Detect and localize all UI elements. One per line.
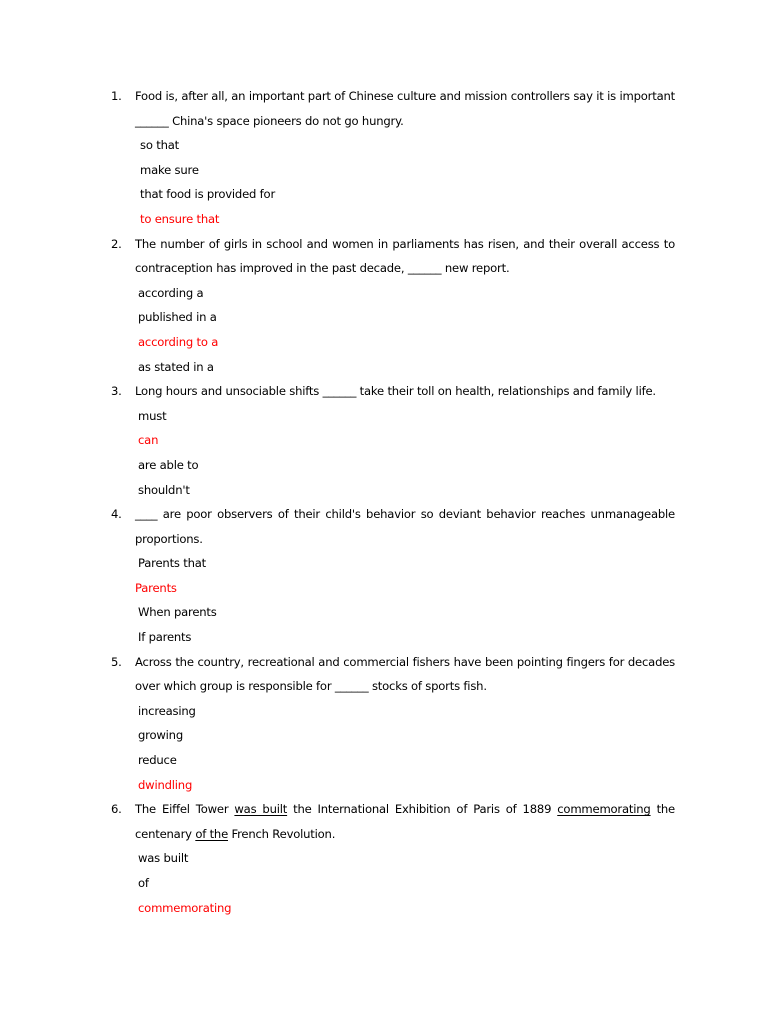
answer-option-correct: dwindling (138, 777, 193, 792)
question-text: ____ are poor observers of their child's behavior so deviant behavior reaches unmanageable proportions. (135, 507, 675, 546)
question-5 (0, 650, 768, 798)
answer-option-correct: can (138, 433, 159, 448)
question-number: 2. (111, 236, 122, 251)
answer-option: growing (138, 728, 183, 743)
answer-options (0, 404, 768, 502)
answer-option: was built (138, 851, 189, 866)
answer-option: so that (140, 138, 179, 153)
question-6 (0, 797, 768, 920)
answer-option: When parents (138, 605, 217, 620)
answer-option: are able to (138, 457, 199, 472)
answer-option: according a (138, 285, 204, 300)
question-text (135, 797, 675, 846)
answer-option: of (138, 876, 149, 890)
question-number: 1. (111, 89, 122, 103)
answer-option: increasing (138, 703, 196, 718)
answer-option: Parents that (138, 556, 206, 571)
question-text-part: the International Exhibition of Paris of 1889 (287, 802, 558, 817)
question-text: The number of girls in school and women in parliaments has risen, and their overall access to contraception has improved in the past decade, ______ new report. (135, 236, 675, 276)
question-number: 5. (111, 654, 122, 669)
answer-options (0, 846, 768, 920)
answer-option-correct: to ensure that (140, 211, 220, 226)
answer-options (0, 551, 768, 649)
question-number: 4. (111, 507, 122, 522)
question-1 (0, 84, 768, 232)
answer-option: published in a (138, 310, 217, 325)
answer-option: must (138, 408, 167, 423)
answer-option: as stated in a (138, 359, 214, 374)
answer-options (0, 699, 768, 797)
answer-option: reduce (138, 753, 177, 768)
question-text: Food is, after all, an important part of Chinese culture and mission controllers say it is important ______ China's space pioneers do not go hungry. (135, 89, 675, 128)
answer-option-correct: commemorating (138, 900, 232, 915)
question-number: 6. (111, 802, 122, 817)
answer-option-correct: according to a (138, 334, 219, 349)
question-text: Long hours and unsociable shifts ______ take their toll on health, relationships and family life. (135, 384, 656, 399)
answer-option: make sure (140, 162, 199, 177)
question-text-part: French Revolution. (228, 826, 336, 841)
question-text-part: The Eiffel Tower (135, 802, 235, 817)
question-2 (0, 232, 768, 380)
answer-option: that food is provided for (140, 187, 276, 202)
question-4 (0, 502, 768, 650)
answer-option: If parents (138, 630, 192, 645)
question-text-part: the centenary (135, 802, 675, 841)
answer-option: shouldn't (138, 482, 190, 497)
underlined-phrase: of the (195, 826, 228, 841)
question-3 (0, 379, 768, 502)
underlined-phrase: commemorating (557, 802, 651, 817)
answer-option-correct: Parents (135, 580, 177, 595)
underlined-phrase: was built (234, 802, 288, 817)
question-number: 3. (111, 384, 122, 399)
question-text: Across the country, recreational and commercial fishers have been pointing fingers for decades over which group is responsible for ______ stocks of sports fish. (135, 654, 675, 694)
answer-options (0, 133, 768, 231)
answer-options (0, 281, 768, 379)
